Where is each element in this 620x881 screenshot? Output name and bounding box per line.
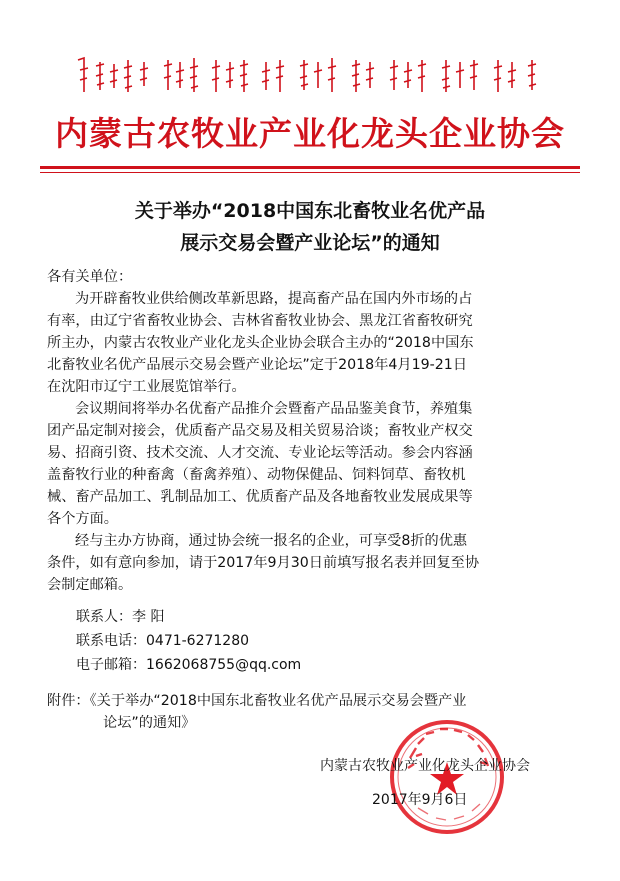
text-line: 械、畜产品加工、乳制品加工、优质畜产品及各地畜牧业发展成果等 xyxy=(47,489,473,505)
salutation: 各有关单位： xyxy=(47,269,133,285)
contact-email[interactable]: 电子邮箱：1662068755@qq.com xyxy=(76,657,302,673)
paragraph-3 xyxy=(47,530,587,596)
paragraph-2 xyxy=(47,398,587,530)
text-line: 在沈阳市辽宁工业展览馆举行。 xyxy=(47,379,246,395)
contact-phone: 联系电话：0471-6271280 xyxy=(76,633,250,649)
text-line: 团产品定制对接会，优质畜产品交易及相关贸易洽谈；畜牧业产权交 xyxy=(47,423,473,439)
text-line: 各个方面。 xyxy=(47,511,118,527)
text-line: 论坛”的通知》 xyxy=(103,715,196,731)
signature-date: 2017年9月6日 xyxy=(372,792,468,808)
notice-title-line1: 关于举办“2018中国东北畜牧业名优产品 xyxy=(134,200,486,222)
text-line: 经与主办方协商，通过协会统一报名的企业，可享受8折的优惠 xyxy=(75,533,468,549)
paragraph-1 xyxy=(47,288,587,398)
org-name-heading: 内蒙古农牧业产业化龙头企业协会 xyxy=(55,114,565,153)
letterhead-rule-thick xyxy=(40,166,580,169)
text-line: 有率，由辽宁省畜牧业协会、吉林省畜牧业协会、黑龙江省畜牧研究 xyxy=(47,313,473,329)
text-line: 会制定邮箱。 xyxy=(47,577,133,593)
text-line: 所主办，内蒙古农牧业产业化龙头企业协会联合主办的“2018中国东 xyxy=(47,335,474,351)
mongolian-script-header xyxy=(70,52,550,97)
letterhead-rule-thin xyxy=(40,172,580,173)
signature-org: 内蒙古农牧业产业化龙头企业协会 xyxy=(320,758,530,774)
text-line: 条件，如有意向参加，请于2017年9月30日前填写报名表并回复至协 xyxy=(47,555,480,571)
notice-title-line2: 展示交易会暨产业论坛”的通知 xyxy=(180,232,440,254)
contact-person: 联系人：李 阳 xyxy=(76,609,165,625)
official-seal xyxy=(388,718,506,836)
text-line: 为开辟畜牧业供给侧改革新思路，提高畜产品在国内外市场的占 xyxy=(75,291,473,307)
text-line: 盖畜牧行业的种畜禽（畜禽养殖）、动物保健品、饲料饲草、畜牧机 xyxy=(47,467,466,483)
text-line: 北畜牧业名优产品展示交易会暨产业论坛”定于2018年4月19-21日 xyxy=(47,357,468,373)
text-line: 会议期间将举办名优畜产品推介会暨畜产品品鉴美食节，养殖集 xyxy=(75,401,473,417)
text-line: 附件：《关于举办“2018中国东北畜牧业名优产品展示交易会暨产业 xyxy=(47,693,467,709)
text-line: 易、招商引资、技术交流、人才交流、专业论坛等活动。参会内容涵 xyxy=(47,445,473,461)
